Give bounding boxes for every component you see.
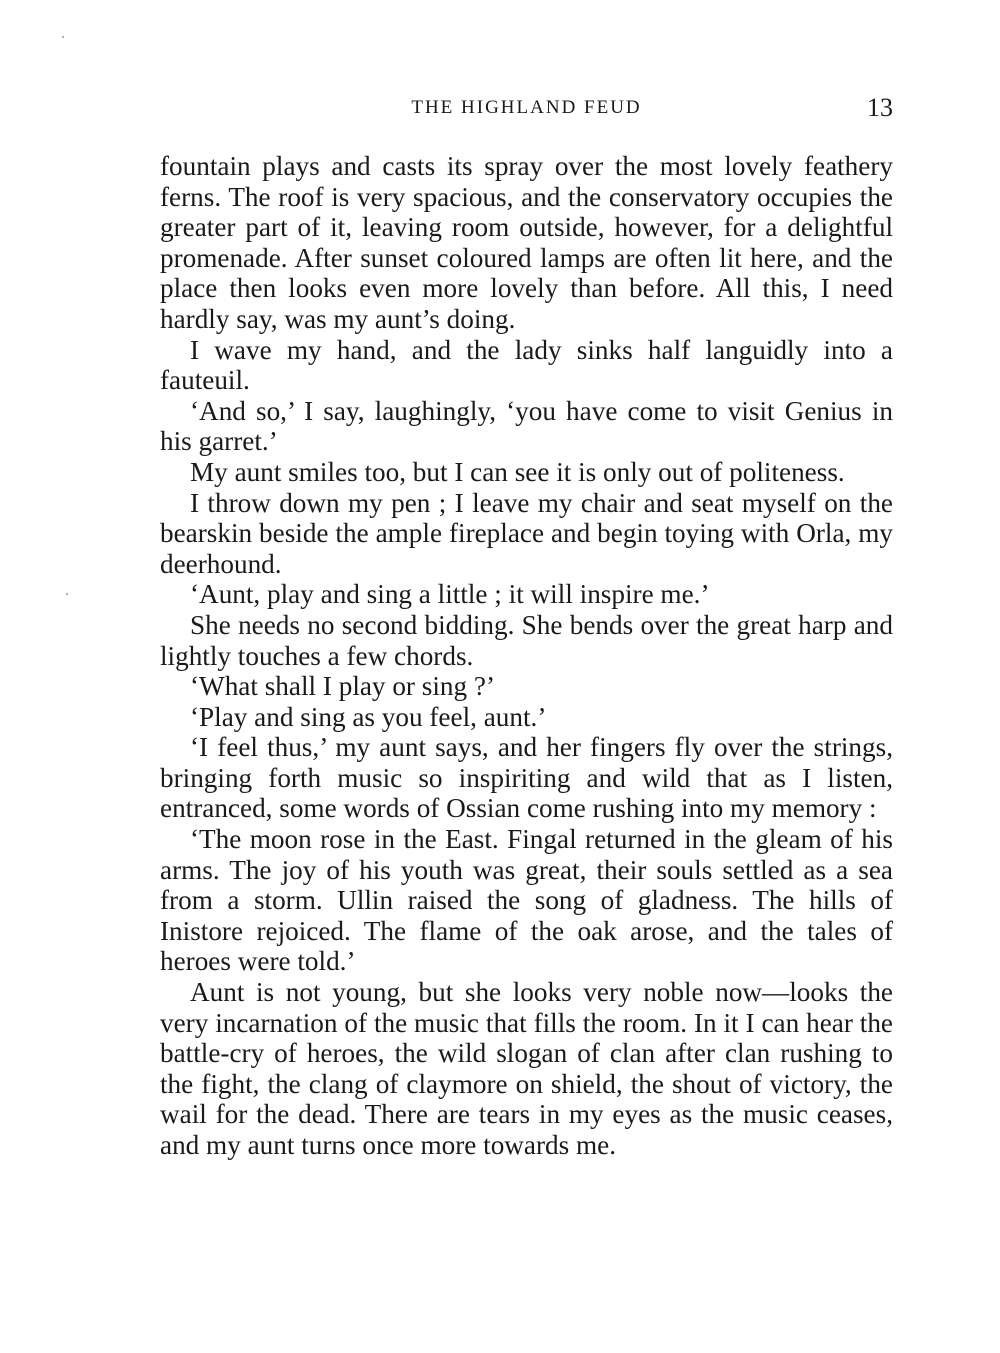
paragraph: ‘I feel thus,’ my aunt says, and her fingers fly over the strings, bringing forth music so inspiriting and wild that as I listen, entranced, some words of Ossian come rushing into my memory : <box>160 732 893 824</box>
paper-speck <box>62 36 64 38</box>
paragraph: ‘And so,’ I say, laughingly, ‘you have come to visit Genius in his garret.’ <box>160 395 893 457</box>
body-text <box>160 151 893 1161</box>
paragraph: ‘What shall I play or sing ?’ <box>190 671 496 702</box>
paper-speck <box>66 593 68 595</box>
paragraph: ‘Play and sing as you feel, aunt.’ <box>190 701 547 732</box>
page-number: 13 <box>867 93 893 122</box>
paragraph: My aunt smiles too, but I can see it is only out of politeness. <box>190 456 845 487</box>
paragraph: ‘Aunt, play and sing a little ; it will inspire me.’ <box>190 579 710 610</box>
paragraph: fountain plays and casts its spray over the most lovely feathery ferns. The roof is very spacious, and the conservatory occupies the greater part of it, leaving room outside, however, for a delightful promenade. After sunset coloured lamps are often lit here, and the place then looks even more lovely than before. All this, I need hardly say, was my aunt’s doing. <box>160 151 893 334</box>
paragraph: Aunt is not young, but she looks very noble now—looks the very incarnation of the music that fills the room. In it I can hear the battle-cry of heroes, the wild slogan of clan after clan rushing to the fight, the clang of claymore on shield, the shout of victory, the wail for the dead. There are tears in my eyes as the music ceases, and my aunt turns once more towards me. <box>160 977 893 1160</box>
paragraph: She needs no second bidding. She bends over the great harp and lightly touches a few chords. <box>160 609 893 671</box>
running-head <box>160 93 893 123</box>
running-title: THE HIGHLAND FEUD <box>411 97 642 118</box>
paragraph: I throw down my pen ; I leave my chair and seat myself on the bearskin beside the ample fireplace and begin toying with Orla, my deerhound. <box>160 487 893 579</box>
paragraph: I wave my hand, and the lady sinks half languidly into a fauteuil. <box>160 334 893 396</box>
paragraph: ‘The moon rose in the East. Fingal returned in the gleam of his arms. The joy of his youth was great, their souls settled as a sea from a storm. Ullin raised the song of gladness. The hills of Inistore rejoiced. The flame of the oak arose, and the tales of heroes were told.’ <box>160 824 893 977</box>
